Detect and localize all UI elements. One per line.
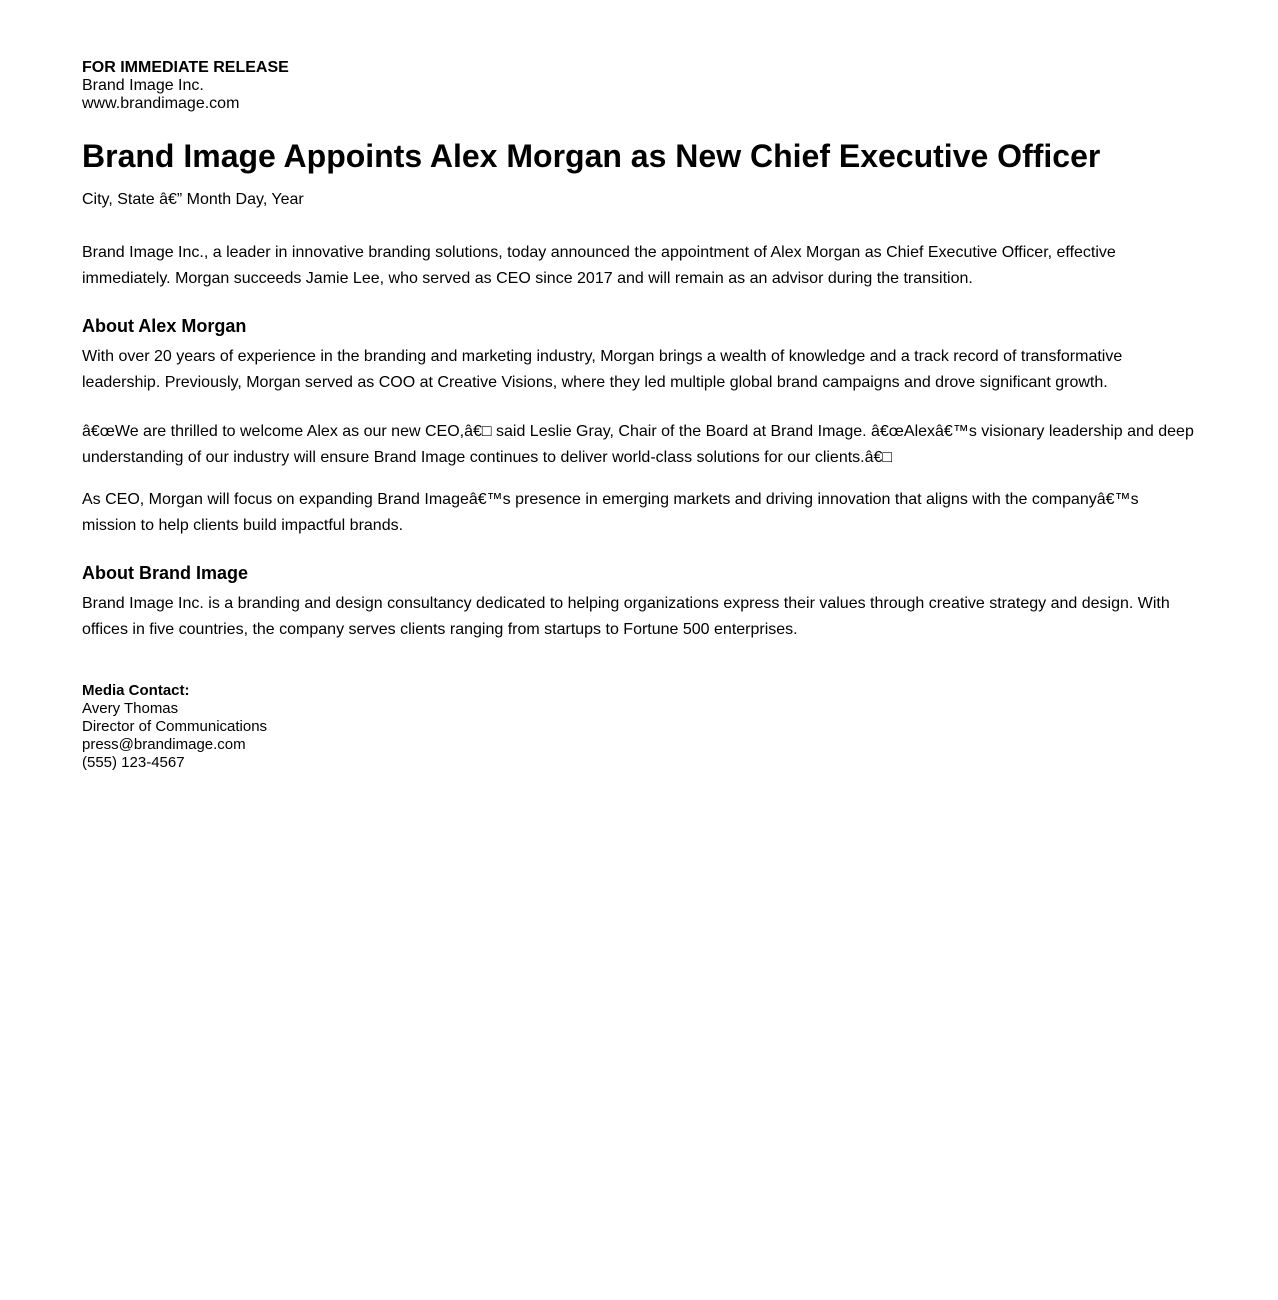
dateline: City, State â€” Month Day, Year [82,191,304,208]
media-contact [82,682,267,772]
contact-name: Avery Thomas [82,700,179,717]
press-release-document [82,59,1202,771]
contact-role: Director of Communications [82,718,268,735]
intro-paragraph: Brand Image Inc., a leader in innovative branding solutions, today announced the appointment of Alex Morgan as Chief Executive Officer, effective immediately. Morgan succeeds Jamie Lee, who served as CEO since 2017 and will remain as an advisor during the transition. [82,244,1116,287]
about-alex-paragraph: With over 20 years of experience in the branding and marketing industry, Morgan brings a wealth of knowledge and a track record of transformative leadership. Previously, Morgan served as COO at Creative Visions, where they led multiple global brand campaigns and drove significant growth. [82,348,1123,391]
company-name: Brand Image Inc. [82,77,204,94]
release-label: FOR IMMEDIATE RELEASE [82,59,289,76]
quote-paragraph: â€œWe are thrilled to welcome Alex as our new CEO,â€□ said Leslie Gray, Chair of the Board at Brand Image. â€œAlexâ€™s visionary leadership and deep understanding of our industry will ensure Brand Image continues to deliver world-class solutions for our clients.â€□ [82,423,1194,466]
page-title: Brand Image Appoints Alex Morgan as New Chief Executive Officer [82,138,1101,174]
about-brand-heading: About Brand Image [82,563,249,583]
contact-email: press@brandimage.com [82,736,246,753]
release-header [82,59,1202,113]
about-alex-heading: About Alex Morgan [82,316,247,336]
about-brand-paragraph: Brand Image Inc. is a branding and design consultancy dedicated to helping organizations express their values through creative strategy and design. With offices in five countries, the company serves clients ranging from startups to Fortune 500 enterprises. [82,595,1170,638]
focus-paragraph: As CEO, Morgan will focus on expanding Brand Imageâ€™s presence in emerging markets and driving innovation that aligns with the companyâ€™s mission to help clients build impactful brands. [82,491,1139,534]
company-website: www.brandimage.com [82,95,240,112]
contact-phone: (555) 123-4567 [82,754,185,771]
media-contact-label: Media Contact: [82,682,190,699]
